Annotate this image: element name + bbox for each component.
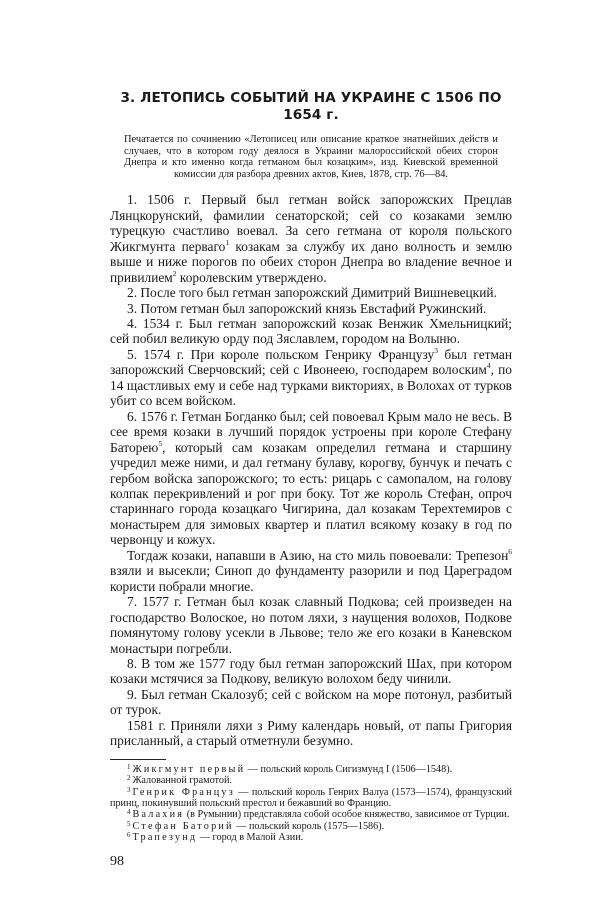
- text: королевским утверждено.: [176, 269, 327, 285]
- footnote-text: Жалованной грамотой.: [132, 775, 232, 787]
- page: [110, 0, 512, 910]
- footnote: [110, 809, 512, 820]
- text: 1. 1506 г. Первый был гетман войск запорожских Прецлав Лянцкорунский, фамилии сенаторской; сей со козаками землю турецкую счастливо воевал. За сего гетмана от короля польского Жикгмунта перваго: [110, 192, 512, 254]
- footnote-term: Стефан Баторий: [132, 820, 234, 832]
- footnote-ref[interactable]: 5: [158, 438, 163, 448]
- footnote-text: (в Румынии) представляла собой особое княжество, зависимое от Турции.: [184, 809, 510, 821]
- paragraph: 3. Потом гетман был запорожский князь Евстафий Ружинский.: [127, 300, 487, 316]
- page-number: 98: [110, 853, 124, 869]
- footnote-number: 6: [127, 831, 131, 840]
- footnote-text: — город в Малой Азии.: [197, 832, 304, 844]
- footnote: [110, 832, 512, 843]
- paragraph: 4. 1534 г. Был гетман запорожский козак Венжик Хмельницкий; сей побил великую орду под Зяславлем, городом на Волыню.: [110, 316, 512, 347]
- chapter-title: 3. ЛЕТОПИСЬ СОБЫТИЙ НА УКРАИНЕ С 1506 ПО 1654 г.: [120, 90, 502, 123]
- footnote-text: — польский король (1575—1586).: [233, 820, 385, 832]
- footnote-term: Генрик Француз: [132, 786, 235, 798]
- text: взяли и высекли; Синоп до фундаменту разорили и под Цареградом користи побрали многие.: [110, 563, 512, 594]
- chronicle-text: [110, 192, 512, 748]
- footnote: [110, 764, 512, 775]
- footnotes: [110, 764, 512, 844]
- text: 5. 1574 г. При короле польском Генрику Французу: [127, 346, 435, 362]
- text: 6. 1576 г. Гетман Богданко был; сей повоевал Крым мало не весь. В сее время козаки в лучший порядок устроены при короле Стефану Баторею: [110, 408, 512, 455]
- footnote-number: 3: [127, 785, 131, 794]
- footnote-text: — польский король Генрих Валуа (1573—1574), французский принц, покинувший польский престол и бежавший во Францию.: [110, 786, 512, 809]
- footnote-number: 4: [127, 808, 131, 817]
- footnote-ref[interactable]: 4: [486, 361, 491, 371]
- paragraph: 8. В том же 1577 году был гетман запорожский Шах, при котором козаки мстячися за Подкову, великую волохом беду чинили.: [110, 655, 512, 687]
- footnote-ref[interactable]: 1: [225, 237, 230, 247]
- text: Тогдаж козаки, напавши в Азию, на сто миль повоевали: Трепезон: [127, 547, 509, 563]
- paragraph: [110, 409, 512, 548]
- text: , по 14 щастливых ему и себе над турками викториях, в Волохах от турков убит со всем войском.: [110, 362, 512, 409]
- paragraph: 7. 1577 г. Гетман был козак славный Подкова; сей произведен на господарство Волоское, но потом ляхи, з наущения волохов, Подкове помянутому голову усекли в Львове; тело же его козаки в Каневском монастыри погребли.: [110, 594, 512, 656]
- text: был гетман запорожский Сверчовский; сей с Ивонеею, господарем волоским: [110, 346, 512, 378]
- footnote-term: Валахия: [132, 809, 185, 821]
- footnote: [110, 775, 512, 786]
- footnote: [110, 787, 512, 810]
- text: козакам за службу их дано волность и землю выше и ниже порогов по обеих сторон Днепра во владение вечное и привилием: [110, 238, 513, 285]
- footnote-number: 2: [127, 774, 131, 783]
- footnote-ref[interactable]: 6: [508, 546, 512, 556]
- footnote-term: Трапезунд: [132, 832, 198, 844]
- paragraph: [110, 347, 512, 409]
- footnote: [110, 821, 512, 832]
- footnote-ref[interactable]: 3: [434, 345, 438, 355]
- footnote-text: — польский король Сигизмунд I (1506—1548).: [245, 763, 453, 775]
- paragraph: 9. Был гетман Скалозуб; сей с войском на море потонул, разбитый от турок.: [110, 686, 512, 718]
- footnote-number: 1: [127, 762, 131, 771]
- paragraph: [110, 548, 512, 594]
- paragraph: 1581 г. Приняли ляхи з Риму календарь новый, от папы Григория присланный, а старый отметнули безумно.: [110, 717, 512, 749]
- source-note: Печатается по сочинению «Летописец или описание краткое знатнейших действ и случаев, что в котором году деялося в Украини малороссийской обеих сторон Днепра и кто именно когда гетманом был козацким», изд. Киевской временной комиссии для разбора древних актов, Киев, 1878, стр. 76—84.: [124, 134, 498, 180]
- text: , который сам козакам определил гетмана и старшину учредил меже ними, и дал гетману булаву, корогву, бунчук и печать с гербом войска запорожского; то есть: рицарь с самопалом, на голову колпак перекривлений и рог при боку. Тот же король Стефан, опроч стариннаго города козацкаго Чигирина, дал козакам Терехтемиров с монастырем для зимовых квартер и платил всякому козаку в год по червонцу и кожух.: [110, 439, 512, 548]
- paragraph: [110, 192, 512, 285]
- footnote-divider: [110, 759, 166, 760]
- footnote-term: Жикгмунт первый: [132, 763, 246, 775]
- footnote-ref[interactable]: 2: [172, 268, 177, 278]
- paragraph: 2. После того был гетман запорожский Димитрий Вишневецкий.: [127, 285, 497, 301]
- footnote-number: 5: [127, 819, 131, 828]
